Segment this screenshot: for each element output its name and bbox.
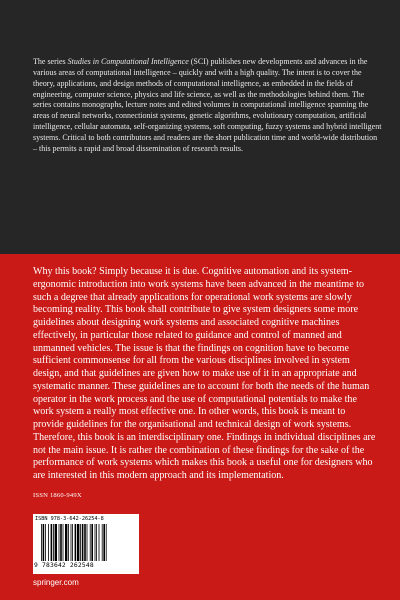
barcode-bar: [51, 524, 53, 561]
barcode-bar: [103, 524, 105, 561]
barcode-bar: [43, 524, 45, 561]
issn-number: ISSN 1860-949X: [33, 492, 82, 499]
barcode-bar: [55, 524, 57, 561]
barcode-bar: [71, 524, 72, 561]
series-description: [33, 57, 383, 155]
barcode-bar: [90, 524, 91, 561]
barcode-bar: [84, 524, 86, 561]
barcode-bar: [59, 524, 60, 561]
barcode-bar: [63, 524, 64, 561]
barcode-bar: [75, 524, 77, 561]
barcode-bar: [41, 524, 42, 561]
series-text-intro: The series: [33, 57, 68, 66]
isbn-label: ISBN 978-3-642-26254-8: [35, 516, 104, 522]
barcode-bar: [77, 524, 79, 561]
barcode-bar: [99, 524, 100, 561]
barcode-bar: [102, 524, 103, 561]
barcode-bar: [87, 524, 88, 561]
series-text-body: (SCI) publishes new developments and advances in the various areas of computational intelligence – quickly and with a high quality. The intent is to cover the theory, applications, and design methods of computational intelligence, as embedded in the fields of engineering, computer science, physics and life science, as well as the methodologies behind them. The series contains monographs, lecture notes and edited volumes in computational intelligence spanning the areas of neural networks, connectionist systems, genetic algorithms, evolutionary computation, artificial intelligence, cellular automata, self-organizing systems, soft computing, fuzzy systems and hybrid intelligent systems. Critical to both contributors and readers are the short publication time and world-wide distribution – this permits a rapid and broad dissemination of research results.: [33, 57, 382, 153]
barcode-bar: [53, 524, 54, 561]
barcode-bar: [95, 524, 96, 561]
barcode-bar: [60, 524, 62, 561]
barcode-bar: [68, 524, 69, 561]
barcode-bar: [72, 524, 73, 561]
publisher-url: springer.com: [33, 578, 79, 587]
isbn-barcode: [33, 514, 139, 574]
book-blurb: Why this book? Simply because it is due. Cognitive automation and its system-ergonomic introduction into work systems have been advanced in the meantime to such a degree that already applications for operational work systems are slowly becoming reality. This book shall contribute to give system designers some more guidelines about designing work systems and associated cognitive machines effectively, in particular those related to guidance and control of manned and unmanned vehicles. The issue is that the findings on cognition have to become sufficient commonsense for all from the various disciplines involved in system design, and that guidelines are given how to make use of it in an appropriate and systematic manner. These guidelines are to account for both the needs of the human operator in the work process and the use of computational potentials to make the work system a really most effective one. In other words, this book is meant to provide guidelines for the organisational and technical design of work systems. Therefore, this book is an interdisciplinary one. Findings in individual disciplines are not the main issue. It is rather the combination of these findings for the sake of the performance of work systems which makes this book a useful one for designers who are interested in this modern approach and its implementation.: [33, 266, 376, 481]
barcode-bar: [80, 524, 81, 561]
barcode-bar: [106, 524, 107, 561]
isbn-digits: 9 783642 262548: [34, 562, 94, 569]
barcode-bar: [65, 524, 67, 561]
barcode-bar: [45, 524, 46, 561]
barcode-bar: [91, 524, 93, 561]
barcode-bar: [82, 524, 84, 561]
series-title: Studies in Computational Intelligence: [67, 57, 189, 66]
barcode-bar: [96, 524, 97, 561]
barcode-bar: [48, 524, 49, 561]
barcode-bars: [41, 524, 135, 561]
